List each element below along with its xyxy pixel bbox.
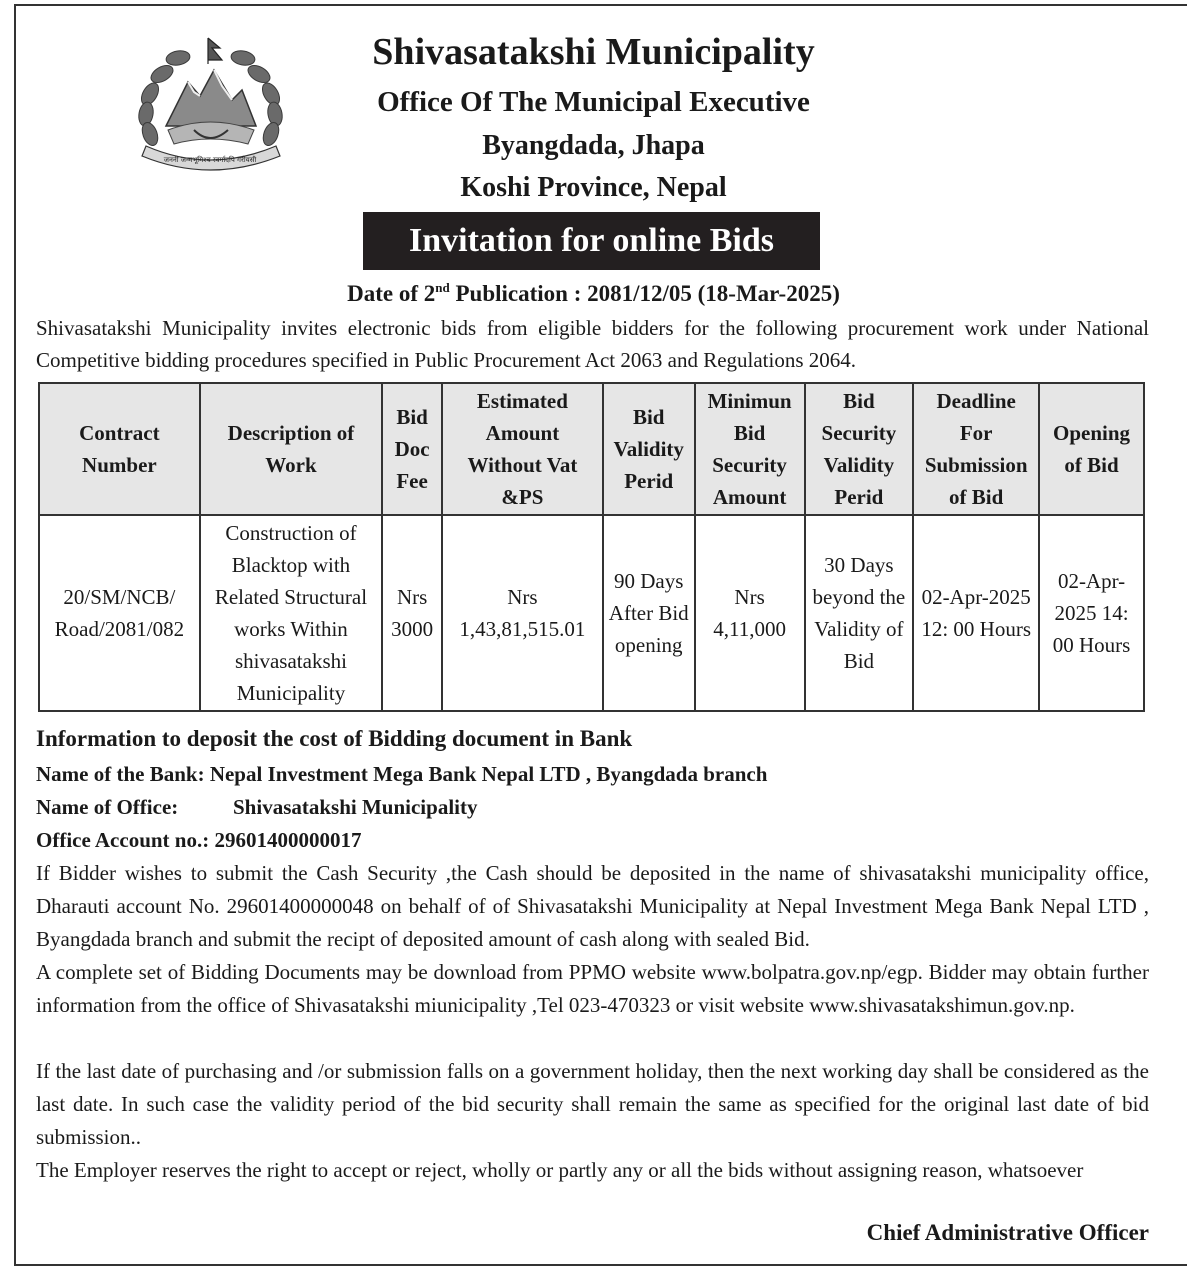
header-opening: Opening of Bid: [1039, 383, 1144, 515]
header-validity: Bid Validity Perid: [603, 383, 695, 515]
header-doc-fee: Bid Doc Fee: [382, 383, 442, 515]
header-contract-number: Contract Number: [39, 383, 200, 515]
signature: Chief Administrative Officer: [866, 1220, 1149, 1245]
table-header-row: [39, 383, 1144, 515]
cell-doc-fee: Nrs 3000: [382, 515, 442, 711]
bids-table: [38, 382, 1145, 712]
bank-info-title: Information to deposit the cost of Bidding document in Bank: [36, 726, 633, 751]
header-security-amount: Minimun Bid Security Amount: [695, 383, 805, 515]
notice-banner: Invitation for online Bids: [363, 212, 820, 270]
publication-suffix: Publication : 2081/12/05 (18-Mar-2025): [449, 281, 840, 306]
header-estimated-amount: Estimated Amount Without Vat &PS: [442, 383, 603, 515]
address-line-1: Byangdada, Jhapa: [482, 130, 705, 161]
cell-security-validity: 30 Days beyond the Validity of Bid: [805, 515, 914, 711]
cell-security-amount: Nrs 4,11,000: [695, 515, 805, 711]
holiday-paragraph: If the last date of purchasing and /or submission falls on a government holiday, then the next working day shall be considered as the last date. In such case the validity period of the bid security shall remain the same as specified for the original last date of bid submission..: [36, 1059, 1149, 1149]
header-deadline: Deadline For Submission of Bid: [913, 383, 1039, 515]
municipality-title: Shivasatakshi Municipality: [372, 31, 815, 73]
bidding-documents-paragraph: A complete set of Bidding Documents may be download from PPMO website www.bolpatra.gov.np/egp. Bidder may obtain further information from the office of Shivasatakshi miunicipality ,Tel 023-470323 or visit website www.shivasatakshimun.gov.np.: [36, 960, 1149, 1017]
bank-name-line: Name of the Bank: Nepal Investment Mega Bank Nepal LTD , Byangdada branch: [36, 762, 768, 786]
cash-security-paragraph: If Bidder wishes to submit the Cash Security ,the Cash should be deposited in the name of shivasatakshi municipality office, Dharauti account No. 29601400000048 on behalf of of Shivasatakshi Municipality at Nepal Investment Mega Bank Nepal LTD , Byangdada branch and submit the recipt of deposited amount of cash along with sealed Bid.: [36, 861, 1149, 951]
office-value: Shivasatakshi Municipality: [233, 795, 478, 819]
cell-opening: 02-Apr-2025 14: 00 Hours: [1039, 515, 1144, 711]
cell-contract-number: 20/SM/NCB/ Road/2081/082: [39, 515, 200, 711]
employer-rights-paragraph: The Employer reserves the right to accept or reject, wholly or partly any or all the bids without assigning reason, whatsoever: [36, 1158, 1084, 1182]
intro-paragraph: Shivasatakshi Municipality invites electronic bids from eligible bidders for the following procurement work under National Competitive bidding procedures specified in Public Procurement Act 2063 and Regulations 2064.: [36, 316, 1149, 372]
cell-estimated-amount: Nrs 1,43,81,515.01: [442, 515, 603, 711]
address-line-2: Koshi Province, Nepal: [460, 172, 727, 203]
table-row: [39, 515, 1144, 711]
cell-deadline: 02-Apr-2025 12: 00 Hours: [913, 515, 1039, 711]
publication-prefix: Date of 2: [347, 281, 436, 306]
header-security-validity: Bid Security Validity Perid: [805, 383, 914, 515]
cell-validity: 90 Days After Bid opening: [603, 515, 695, 711]
office-label: Name of Office:: [36, 795, 179, 819]
office-title: Office Of The Municipal Executive: [377, 86, 810, 118]
cell-description: Construction of Blacktop with Related Structural works Within shivasatakshi Municipality: [200, 515, 382, 711]
office-name-line: [36, 795, 1149, 820]
account-line: Office Account no.: 29601400000017: [36, 828, 362, 852]
header-description: Description of Work: [200, 383, 382, 515]
publication-sup: nd: [435, 280, 450, 295]
publication-date: [0, 280, 1187, 307]
emblem-motto: जननी जन्मभूमिश्च स्वर्गादपि गरीयसी: [163, 156, 257, 164]
